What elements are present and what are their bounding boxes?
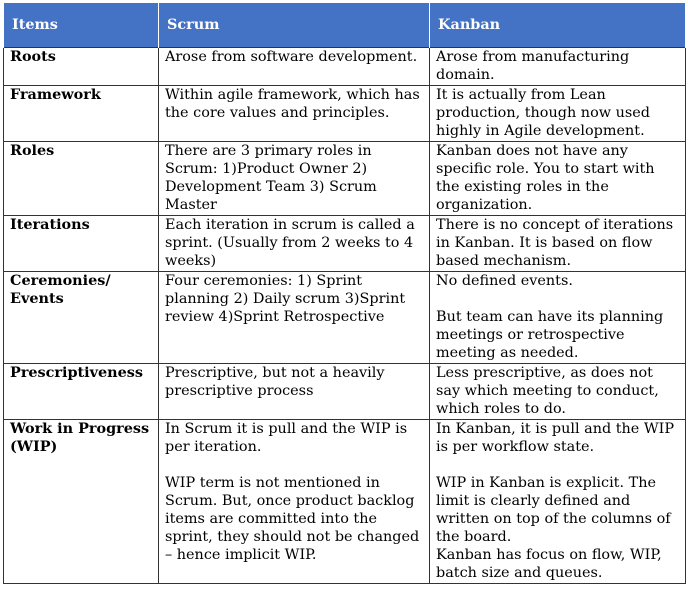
cell-text: Within agile framework, which has the core values and principles. <box>165 87 420 121</box>
cell-text: Kanban does not have any specific role. You to start with the existing roles in the organization. <box>436 143 655 213</box>
kanban-cell <box>430 216 686 272</box>
scrum-cell <box>159 364 430 420</box>
cell-text: No defined events. <box>436 273 573 289</box>
table-row <box>4 216 686 272</box>
row-item: Iterations <box>4 216 159 272</box>
cell-text: Prescriptive, but not a heavily prescriptive process <box>165 365 385 399</box>
cell-text: In Scrum it is pull and the WIP is per iteration. <box>165 421 408 455</box>
cell-text: Less prescriptive, as does not say which meeting to conduct, which roles to do. <box>436 365 659 417</box>
header-row <box>4 3 686 48</box>
scrum-cell <box>159 48 430 86</box>
kanban-cell <box>430 142 686 216</box>
table-row <box>4 86 686 142</box>
cell-text: There is no concept of iterations in Kanban. It is based on flow based mechanism. <box>436 217 674 269</box>
cell-text: Arose from manufacturing domain. <box>436 49 630 83</box>
cell-text: WIP in Kanban is explicit. The limit is clearly defined and written on top of the columns of the board. <box>436 475 671 545</box>
scrum-cell <box>159 86 430 142</box>
cell-text: WIP term is not mentioned in Scrum. But, once product backlog items are committed into the sprint, they should not be changed – hence implicit WIP. <box>165 475 420 563</box>
comparison-table <box>3 3 686 584</box>
row-item: Roles <box>4 142 159 216</box>
scrum-cell <box>159 272 430 364</box>
scrum-cell <box>159 420 430 584</box>
scrum-cell <box>159 142 430 216</box>
cell-text: But team can have its planning meetings or retrospective meeting as needed. <box>436 309 664 361</box>
row-item: Prescriptiveness <box>4 364 159 420</box>
header-items: Items <box>4 3 159 48</box>
table-row <box>4 420 686 584</box>
kanban-cell <box>430 364 686 420</box>
cell-text: Each iteration in scrum is called a sprint. (Usually from 2 weeks to 4 weeks) <box>165 217 415 269</box>
cell-text: Kanban has focus on flow, WIP, batch size and queues. <box>436 547 662 581</box>
kanban-cell <box>430 48 686 86</box>
cell-text: Arose from software development. <box>165 49 418 65</box>
row-item: Roots <box>4 48 159 86</box>
table-row <box>4 272 686 364</box>
cell-text: In Kanban, it is pull and the WIP is per workflow state. <box>436 421 675 455</box>
cell-text: It is actually from Lean production, though now used highly in Agile development. <box>436 87 651 139</box>
cell-text: Four ceremonies: 1) Sprint planning 2) Daily scrum 3)Sprint review 4)Sprint Retrospective <box>165 273 406 325</box>
header-scrum: Scrum <box>159 3 430 48</box>
row-item: Framework <box>4 86 159 142</box>
kanban-cell <box>430 420 686 584</box>
scrum-cell <box>159 216 430 272</box>
row-item: Ceremonies/ Events <box>4 272 159 364</box>
table-row <box>4 142 686 216</box>
kanban-cell <box>430 272 686 364</box>
kanban-cell <box>430 86 686 142</box>
cell-text: There are 3 primary roles in Scrum: 1)Product Owner 2) Development Team 3) Scrum Master <box>165 143 377 213</box>
table-row <box>4 48 686 86</box>
table-row <box>4 364 686 420</box>
row-item: Work in Progress (WIP) <box>4 420 159 584</box>
header-kanban: Kanban <box>430 3 686 48</box>
